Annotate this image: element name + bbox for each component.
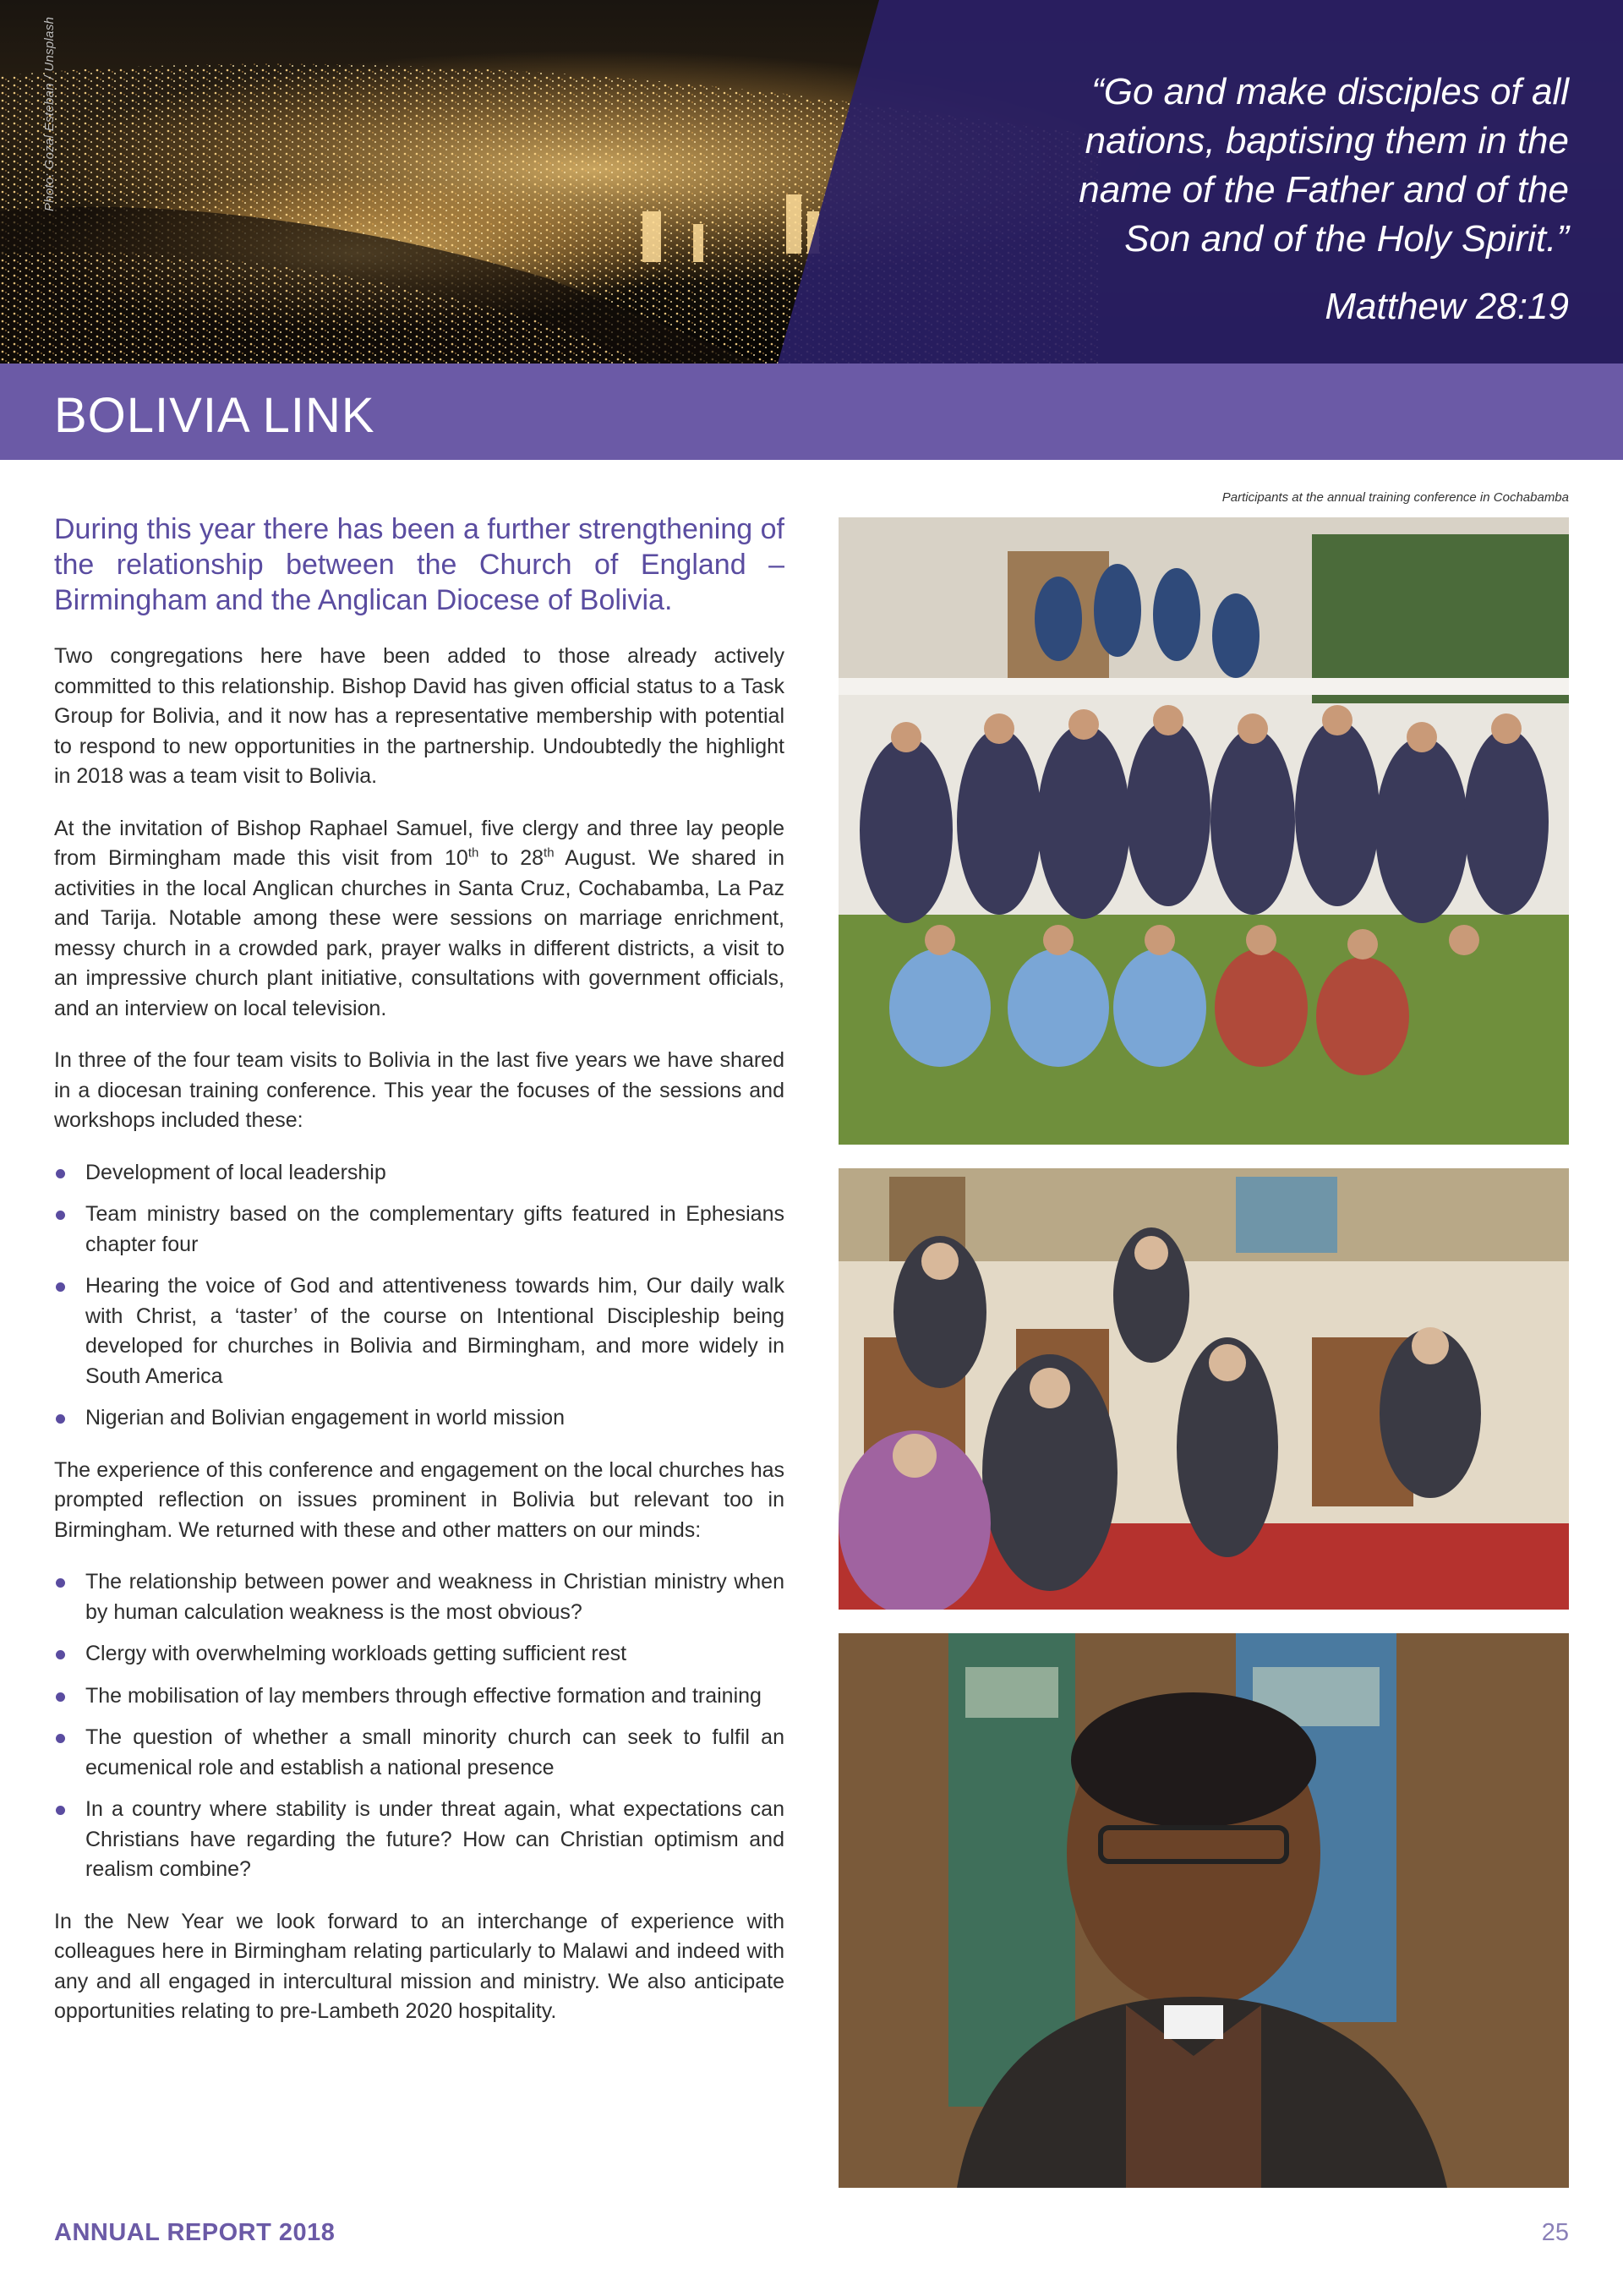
bullet-icon — [56, 1169, 65, 1178]
lead-paragraph: During this year there has been a further strengthening of the relationship between the Church of England – Birmingham and the Anglican Diocese of Bolivia. — [54, 513, 784, 616]
bullet-icon — [56, 1578, 65, 1588]
scripture-reference: Matthew 28:19 — [1325, 286, 1569, 327]
group-photo-conference — [839, 517, 1569, 1145]
hero-banner — [0, 0, 1623, 364]
bullet-icon — [56, 1282, 65, 1292]
bishop-portrait-image — [839, 1633, 1569, 2188]
paragraph-5: In the New Year we look forward to an interchange of experience with colleagues here in Birmingham relating particularly to Malawi and indeed with any and all engaged in intercultural mission and ministry. We also anticipate opportunities relating to pre-Lambeth 2020 hospitality. — [54, 1909, 784, 2023]
bullet-icon — [56, 1211, 65, 1220]
photo-credit: Photo: Gozal Esteban / Unsplash — [42, 16, 57, 211]
workshop-photo-image — [839, 1168, 1569, 1610]
bullet-icon — [56, 1414, 65, 1424]
list-item: The mobilisation of lay members through effective formation and training — [54, 1681, 784, 1712]
list-item: Team ministry based on the complementary gifts featured in Ephesians chapter four — [54, 1200, 784, 1260]
list-item: In a country where stability is under threat again, what expectations can Christians have regarding the future? How can Christian optimism and realism combine? — [54, 1795, 784, 1885]
section-title-bar — [0, 364, 1623, 460]
bullet-icon — [56, 1734, 65, 1743]
list-item: Development of local leadership — [54, 1158, 784, 1189]
reflection-list — [54, 1567, 784, 1885]
paragraph-4: The experience of this conference and engagement on the local churches has prompted reflection on issues prominent in Bolivia but relevant too in Birmingham. We returned with these and other matters on our minds: — [54, 1457, 784, 1542]
page-number: 25 — [1541, 2219, 1569, 2246]
list-item: Clergy with overwhelming workloads getting sufficient rest — [54, 1639, 784, 1670]
paragraph-2: At the invitation of Bishop Raphael Samuel, five clergy and three lay people from Birmingham made this visit from 10th to 28th August. We shared in activities in the local Anglican churches in Santa Cruz, Cochabamba, La Paz and Tarija. Notable among these were sessions on marriage enrichment, messy church in a crowded park, prayer walks in different districts, a visit to an impressive church plant initiative, consultations with government officials, and an interview on local television. — [54, 816, 784, 1020]
paragraph-1: Two congregations here have been added to those already actively committed to this relationship. Bishop David has given official status to a Task Group for Bolivia, and it now has a representative membership with potential to respond to new opportunities in the partnership. Undoubtedly the highlight in 2018 was a team visit to Bolivia. — [54, 644, 784, 788]
scripture-quote: “Go and make disciples of all nations, baptising them in the name of the Father and of the Son and of the Holy Spirit.” — [1079, 71, 1569, 260]
paragraph-3: In three of the four team visits to Bolivia in the last five years we have shared in a diocesan training conference. This year the focuses of the sessions and workshops included these: — [54, 1048, 784, 1132]
workshop-photo — [839, 1168, 1569, 1610]
list-item: Hearing the voice of God and attentiveness towards him, Our daily walk with Christ, a ‘taster’ of the course on Intentional Discipleship being developed for churches in Bolivia and Birmingham, and more widely in South America — [54, 1271, 784, 1391]
bullet-icon — [56, 1692, 65, 1702]
bishop-portrait-photo — [839, 1633, 1569, 2188]
list-item: The question of whether a small minority church can seek to fulfil an ecumenical role and establish a national presence — [54, 1723, 784, 1783]
list-item: The relationship between power and weakness in Christian ministry when by human calculation weakness is the most obvious? — [54, 1567, 784, 1627]
section-title: BOLIVIA LINK — [54, 388, 375, 443]
bullet-icon — [56, 1650, 65, 1659]
group-photo-image — [839, 517, 1569, 1145]
focus-list — [54, 1158, 784, 1434]
report-title: ANNUAL REPORT 2018 — [54, 2219, 336, 2246]
list-item: Nigerian and Bolivian engagement in world mission — [54, 1403, 784, 1434]
bullet-icon — [56, 1806, 65, 1815]
article-body — [54, 511, 784, 2049]
photo-caption: Participants at the annual training conference in Cochabamba — [1221, 490, 1569, 505]
